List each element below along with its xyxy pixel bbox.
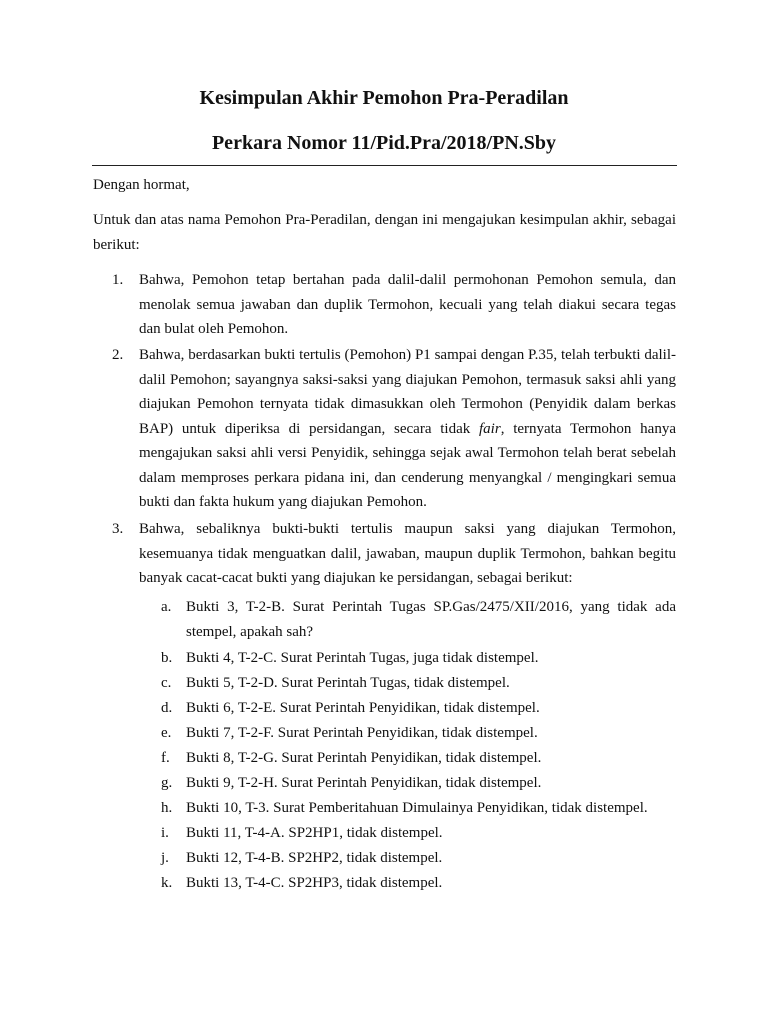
sub-list-letter: f. xyxy=(161,750,170,766)
case-number: Perkara Nomor 11/Pid.Pra/2018/PN.Sby xyxy=(211,132,557,154)
sub-list-text: Bukti 13, T-4-C. SP2HP3, tidak distempel. xyxy=(186,875,443,891)
text-part: Bahwa, berdasarkan bukti tertulis (Pemohon) P1 sampai dengan P.35, telah terbukti dalil-dalil Pemohon; sayangnya saksi-saksi yang diajukan Pemohon, termasuk saksi ahli yang diajukan Pemohon ternyata tidak dimasukkan oleh Termohon (Penyidik dalam berkas BAP) untuk diperiksa di persidangan, secara tidak xyxy=(139,347,676,437)
sub-list-text: Bukti 6, T-2-E. Surat Perintah Penyidikan, tidak distempel. xyxy=(186,700,540,716)
sub-list-text: Bukti 10, T-3. Surat Pemberitahuan Dimulainya Penyidikan, tidak distempel. xyxy=(186,800,648,816)
sub-list-text: Bukti 8, T-2-G. Surat Perintah Penyidikan, tidak distempel. xyxy=(186,750,542,766)
list-item-text: Bahwa, sebaliknya bukti-bukti tertulis maupun saksi yang diajukan Termohon, kesemuanya tidak menguatkan dalil, jawaban, maupun duplik Termohon, bahkan begitu banyak cacat-cacat bukti yang diajukan ke persidangan, sebagai berikut: xyxy=(139,521,676,586)
document-title: Kesimpulan Akhir Pemohon Pra-Peradilan xyxy=(199,87,569,109)
sub-list-text: Bukti 7, T-2-F. Surat Perintah Penyidikan, tidak distempel. xyxy=(186,725,538,741)
sub-list-letter: d. xyxy=(161,700,173,716)
sub-list-letter: c. xyxy=(161,675,172,691)
sub-list-letter: i. xyxy=(161,825,169,841)
sub-list-letter: e. xyxy=(161,725,172,741)
list-item-number: 1. xyxy=(112,272,124,288)
sub-list-text: Bukti 5, T-2-D. Surat Perintah Tugas, tidak distempel. xyxy=(186,675,510,691)
intro-paragraph: Untuk dan atas nama Pemohon Pra-Peradilan, dengan ini mengajukan kesimpulan akhir, sebagai berikut: xyxy=(93,212,676,253)
list-item-number: 3. xyxy=(112,521,124,537)
sub-list-text: Bukti 11, T-4-A. SP2HP1, tidak distempel. xyxy=(186,825,443,841)
list-item-text xyxy=(139,343,676,515)
text-part: , ternyata Termohon hanya mengajukan saksi ahli versi Penyidik, sehingga sejak awal Termohon telah berat sebelah dalam memproses perkara pidana ini, dan cenderung menyangkal / mengingkari semua bukti dan fakta hukum yang diajukan Pemohon. xyxy=(139,420,676,510)
list-item-number: 2. xyxy=(112,347,124,363)
sub-list-letter: h. xyxy=(161,800,173,816)
sub-list-text: Bukti 3, T-2-B. Surat Perintah Tugas SP.Gas/2475/XII/2016, yang tidak ada stempel, apakah sah? xyxy=(186,599,676,640)
sub-list-letter: b. xyxy=(161,650,173,666)
italic-word: fair xyxy=(479,420,501,437)
sub-list-letter: k. xyxy=(161,875,173,891)
title-divider xyxy=(92,165,677,166)
sub-list-letter: g. xyxy=(161,775,173,791)
sub-list-text: Bukti 12, T-4-B. SP2HP2, tidak distempel. xyxy=(186,850,443,866)
sub-list-letter: j. xyxy=(161,850,169,866)
sub-list-text: Bukti 9, T-2-H. Surat Perintah Penyidikan, tidak distempel. xyxy=(186,775,542,791)
greeting: Dengan hormat, xyxy=(93,177,190,193)
sub-list-text: Bukti 4, T-2-C. Surat Perintah Tugas, juga tidak distempel. xyxy=(186,650,539,666)
list-item-text: Bahwa, Pemohon tetap bertahan pada dalil-dalil permohonan Pemohon semula, dan menolak semua jawaban dan duplik Termohon, kecuali yang telah diakui secara tegas dan bulat oleh Pemohon. xyxy=(139,272,676,337)
sub-list-letter: a. xyxy=(161,599,172,615)
